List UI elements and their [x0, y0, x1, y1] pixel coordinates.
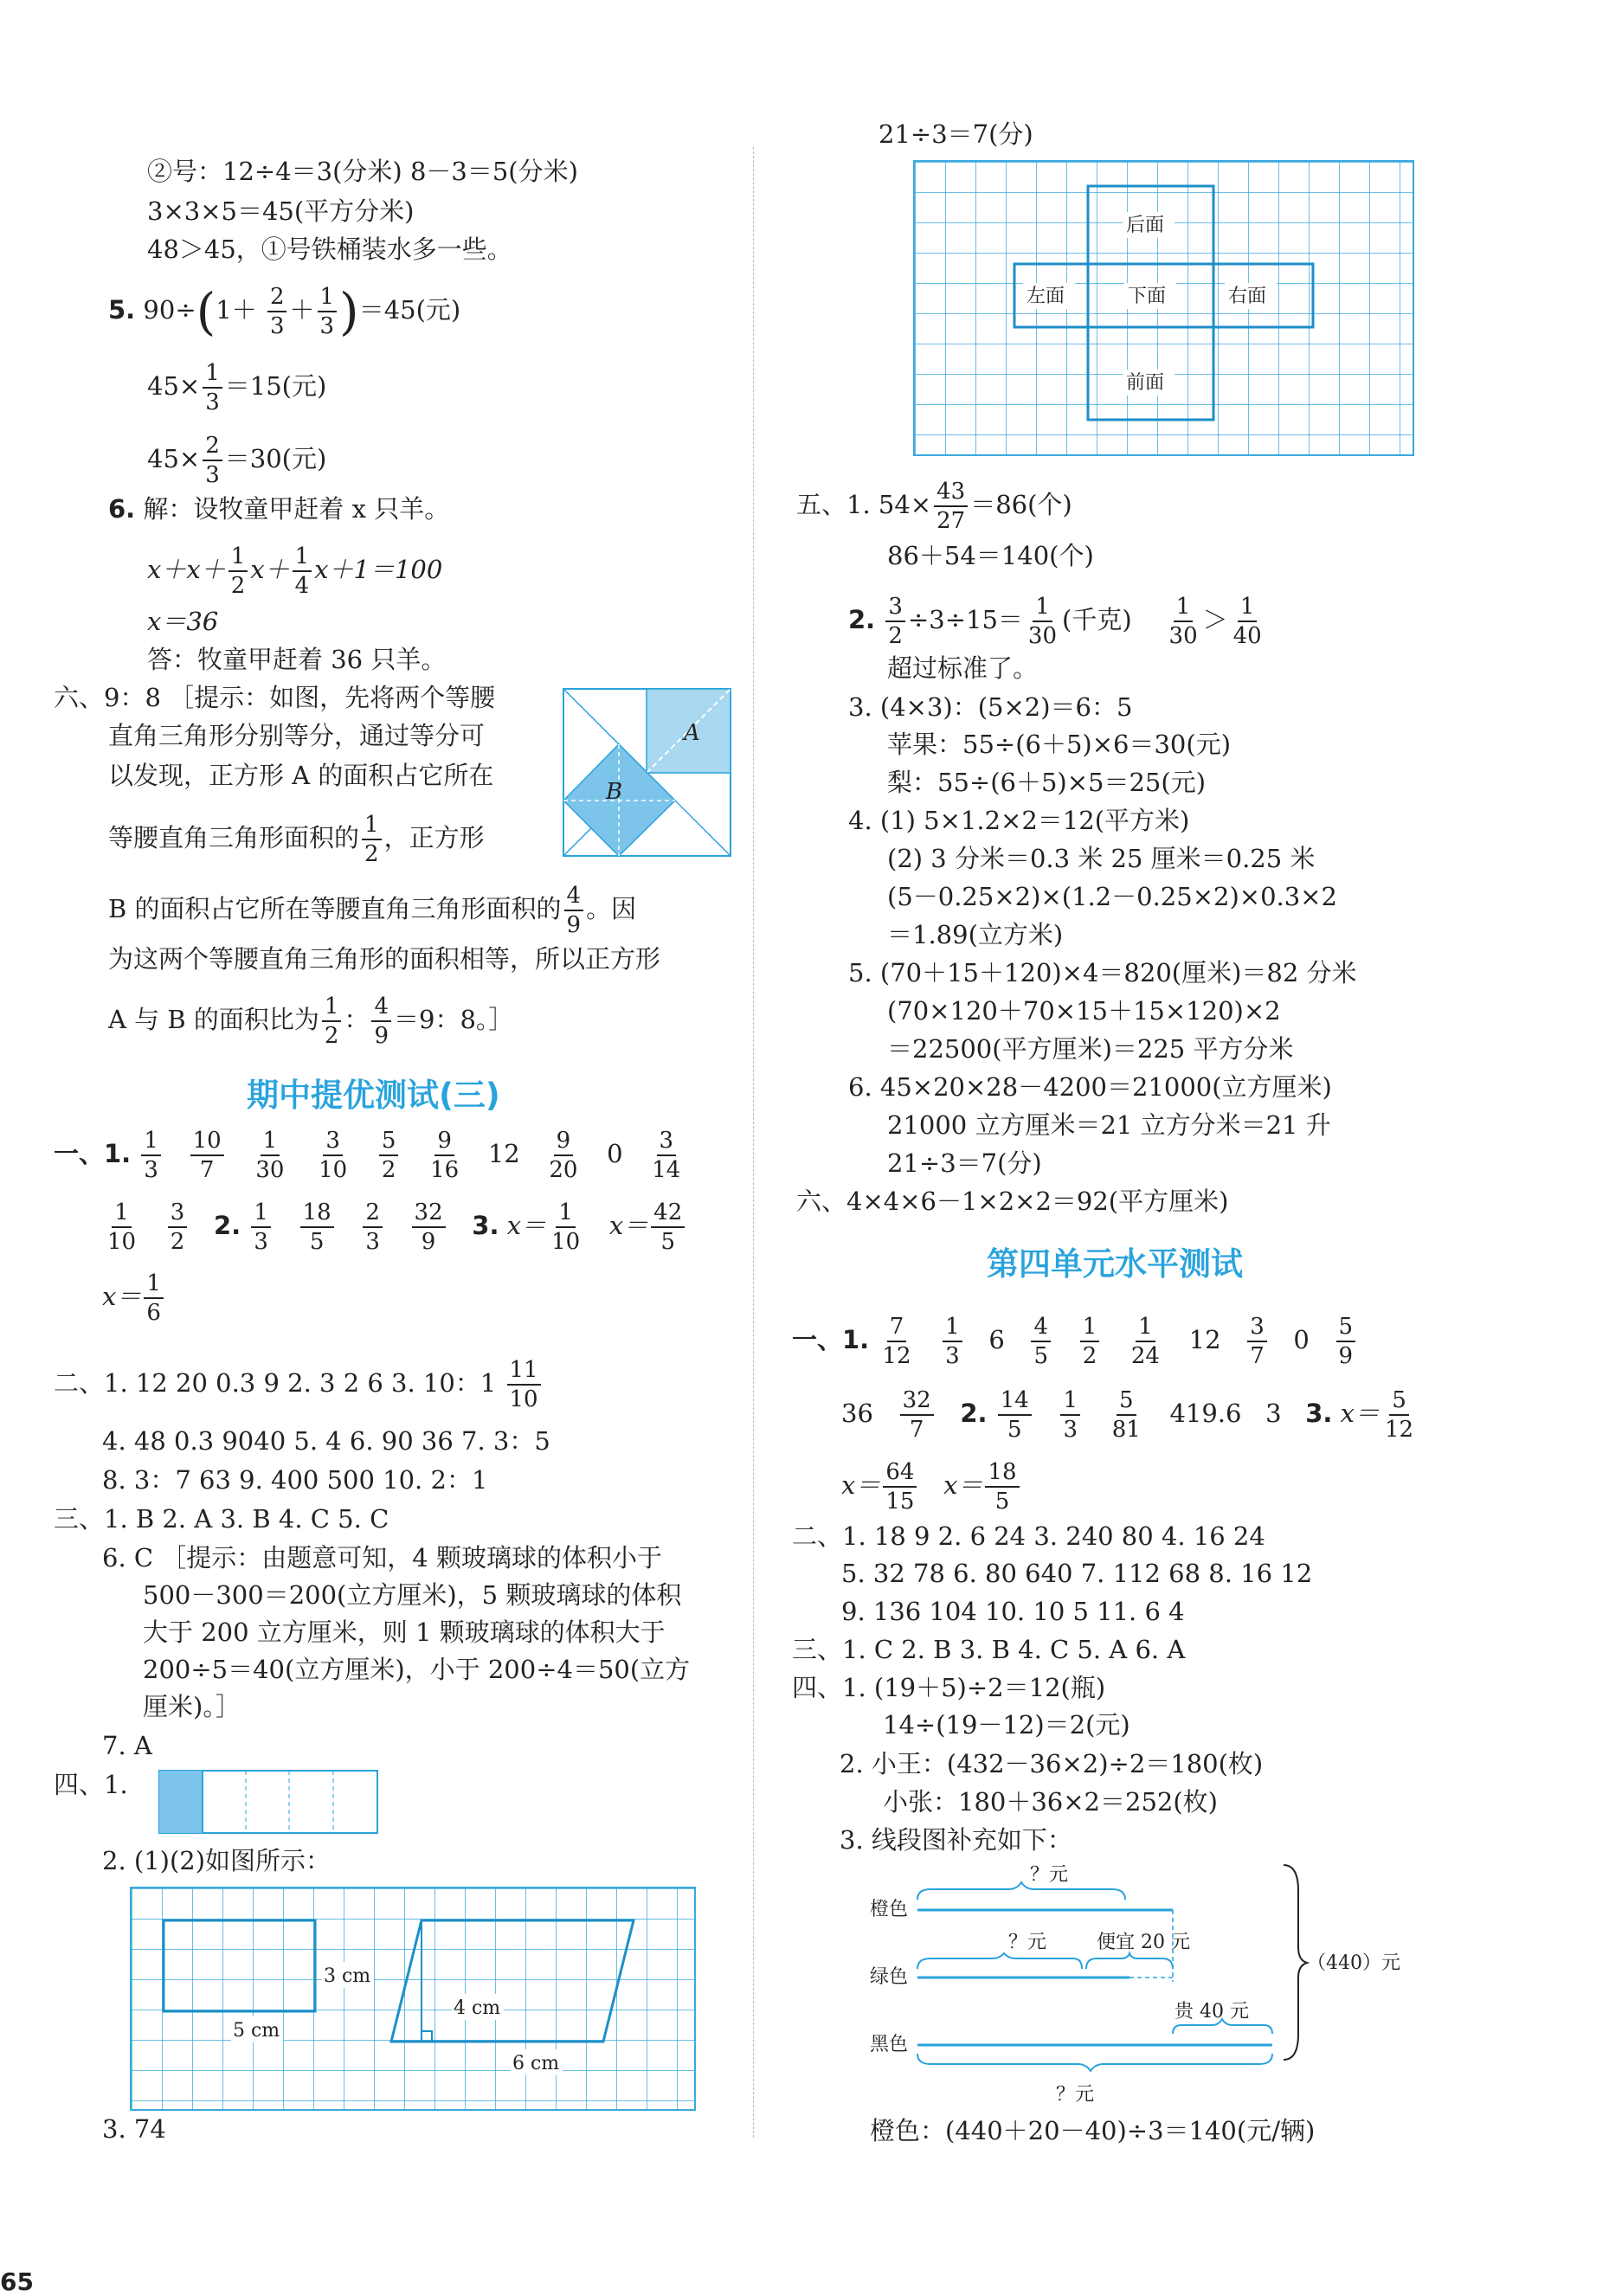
answer-row: 三、1. C 2. B 3. B 4. C 5. A 6. A: [792, 1635, 1186, 1664]
fraction: $\frac{1}{2}$: [362, 814, 382, 865]
fraction: $\frac{1}{3}$: [203, 362, 222, 414]
paren-close: ): [339, 282, 359, 341]
text-line: 六、4×4×6－1×2×2＝92(平方厘米): [796, 1187, 1229, 1216]
net-bottom: 下面: [1128, 286, 1167, 307]
seg-black: 黑色: [870, 2034, 909, 2055]
answer-row: 五、1. 54× $\frac{43}{27}$ ＝86(个): [796, 479, 1072, 534]
text-line: ②号：12÷4＝3(分米) 8－3＝5(分米): [147, 157, 578, 186]
text-line: 六、9：8 ［提示：如图，先将两个等腰: [54, 683, 496, 712]
grid-shapes: [132, 1888, 694, 2109]
text-line: 2. (1)(2)如图所示：: [102, 1846, 331, 1875]
q6-line: 6. 解：设牧童甲赶着 x 只羊。: [108, 494, 450, 524]
text-line: 6. C ［提示：由题意可知，4 颗玻璃球的体积小于: [102, 1543, 662, 1572]
text-line: 四、1.: [54, 1770, 128, 1799]
column-divider: [753, 147, 754, 2138]
fraction: $\frac{1}{3}$: [318, 286, 338, 338]
text-line: 3. 线段图补充如下：: [840, 1825, 1072, 1855]
text-line: 答：牧童甲赶着 36 只羊。: [147, 645, 447, 674]
label-a: A: [684, 720, 700, 746]
label-b: B: [606, 779, 623, 805]
fraction: $\frac{1}{2}$: [228, 545, 248, 597]
net-back: 后面: [1126, 215, 1165, 236]
paren-open: (: [196, 282, 216, 341]
text-line: B 的面积占它所在等腰直角三角形面积的 $\frac{4}{9}$ 。因: [108, 883, 637, 938]
text-line: 14÷(19－12)＝2(元): [883, 1710, 1130, 1740]
fraction: $\frac{2}{3}$: [267, 286, 287, 338]
seg-total: （440）元: [1307, 1952, 1400, 1974]
text-line: 超过标准了。: [887, 653, 1039, 683]
q5-line: 45× $\frac{2}{3}$ ＝30(元): [147, 433, 327, 488]
text-line: (70×120＋70×15＋15×120)×2: [887, 996, 1281, 1026]
page-number: 65: [0, 2267, 34, 2296]
label-6cm: 6 cm: [512, 2053, 560, 2074]
answer-row: $\frac{1}{10}$ $\frac{3}{2}$ 2. $\frac{1}{3}$ $\frac{18}{5}$ $\frac{2}{3}$ $\frac{32}{9}$ 3. x＝ $\frac{1}{10}$ x＝ $\frac{42}{5}$: [102, 1201, 687, 1253]
seg-q3: ？元: [1056, 2084, 1095, 2106]
seg-q2: ？元: [1008, 1932, 1047, 1953]
answer-row: x＝ $\frac{1}{6}$: [102, 1272, 166, 1324]
text: ＋: [289, 295, 315, 325]
text-line: 21÷3＝7(分): [879, 119, 1033, 149]
q5-line: [108, 282, 461, 341]
net-grid: [913, 160, 1414, 456]
q5-line: 45× $\frac{1}{3}$ ＝15(元): [147, 360, 327, 415]
text-line: 梨：55÷(6＋5)×5＝25(元): [887, 768, 1207, 797]
answer-row: 三、1. B 2. A 3. B 4. C 5. C: [54, 1504, 389, 1534]
text-line: 2. 小王：(432－36×2)÷2＝180(枚): [840, 1749, 1264, 1778]
text-line: 以发现，正方形 A 的面积占它所在: [108, 761, 494, 790]
text-line: (5－0.25×2)×(1.2－0.25×2)×0.3×2: [887, 882, 1337, 911]
answer-row: 一、1. $\frac{7}{12}$ $\frac{1}{3}$ 6 $\frac{4}{5}$ $\frac{1}{2}$ $\frac{1}{24}$ 12 $\frac{3}{7}$ 0 $\frac{5}{9}$: [792, 1315, 1358, 1367]
label-5cm: 5 cm: [233, 2020, 280, 2042]
text-line: 86＋54＝140(个): [887, 541, 1094, 570]
seg-q1: ？元: [1030, 1864, 1069, 1886]
section-title: 第四单元水平测试: [987, 1245, 1243, 1283]
text-line: x＝36: [147, 607, 219, 636]
q-number: 5.: [108, 295, 136, 325]
answer-row: 9. 136 104 10. 10 5 11. 6 4: [841, 1597, 1185, 1626]
q6-equation: x＋x＋ $\frac{1}{2}$ x＋ $\frac{1}{4}$ x＋1＝100: [147, 543, 443, 599]
seg-orange: 橙色: [870, 1899, 909, 1920]
answer-row: 一、1. $\frac{1}{3}$ $\frac{10}{7}$ $\frac{1}{30}$ $\frac{3}{10}$ $\frac{5}{2}$ $\frac{9}{16}$ 12 $\frac{9}{20}$ 0 $\frac{3}{14}$: [54, 1128, 681, 1183]
text-line: 5. (70＋15＋120)×4＝820(厘米)＝82 分米: [848, 958, 1357, 987]
answer-row: 4. 48 0.3 9040 5. 4 6. 90 36 7. 3：5: [102, 1426, 550, 1456]
label-4cm: 4 cm: [454, 1997, 501, 2019]
grid-figure: [130, 1887, 696, 2111]
answer-row: 二、1. 18 9 2. 6 24 3. 240 80 4. 16 24: [792, 1521, 1265, 1551]
text-line: 4. (1) 5×1.2×2＝12(平方米): [848, 806, 1190, 835]
net-right: 右面: [1228, 286, 1267, 307]
section-title: 期中提优测试(三): [247, 1077, 500, 1114]
text-line: 直角三角形分别等分，通过等分可: [108, 721, 486, 750]
text-line: 3×3×5＝45(平方分米): [147, 196, 415, 226]
text-line: 四、1. (19＋5)÷2＝12(瓶): [792, 1673, 1106, 1702]
strip-figure: [158, 1770, 379, 1836]
text-line: 21000 立方厘米＝21 立方分米＝21 升: [887, 1110, 1331, 1140]
text-line: 3. (4×3)：(5×2)＝6：5: [848, 692, 1133, 722]
net-shapes: [915, 162, 1413, 454]
text-line: 为这两个等腰直角三角形的面积相等，所以正方形: [108, 944, 661, 974]
text-line: 21÷3＝7(分): [887, 1148, 1042, 1178]
text-line: 3. 74: [102, 2114, 166, 2144]
text: 1＋: [216, 295, 257, 325]
net-left: 左面: [1027, 286, 1065, 307]
text-line: 48＞45，①号铁桶装水多一些。: [147, 235, 512, 264]
text-line: 厘米)。］: [143, 1692, 241, 1721]
text-line: (2) 3 分米＝0.3 米 25 厘米＝0.25 米: [887, 844, 1316, 873]
text-line: ＝1.89(立方米): [887, 920, 1064, 949]
seg-cheap: 便宜 20 元: [1097, 1932, 1190, 1953]
text-line: 小张：180＋36×2＝252(枚): [883, 1787, 1218, 1817]
answer-row: 8. 3：7 63 9. 400 500 10. 2：1: [102, 1465, 488, 1495]
label-3cm: 3 cm: [324, 1965, 371, 1987]
fraction: $\frac{2}{3}$: [203, 434, 222, 486]
seg-expensive: 贵 40 元: [1175, 2001, 1249, 2023]
text-line: ＝22500(平方厘米)＝225 平方分米: [887, 1034, 1294, 1064]
text-line: 橙色：(440＋20－40)÷3＝140(元/辆): [870, 2116, 1316, 2145]
fraction: $\frac{4}{9}$: [371, 995, 391, 1047]
net-front: 前面: [1126, 372, 1165, 394]
text-line: 500－300＝200(立方厘米)，5 颗玻璃球的体积: [143, 1580, 682, 1610]
answer-row: 5. 32 78 6. 80 640 7. 112 68 8. 16 12: [841, 1559, 1313, 1588]
seg-green: 绿色: [870, 1966, 909, 1988]
fraction: $\frac{1}{2}$: [322, 995, 342, 1047]
text-line: 7. A: [102, 1731, 152, 1760]
answer-row: 2. $\frac{3}{2}$ ÷3÷15＝ $\frac{1}{30}$ (千克) $\frac{1}{30}$ ＞ $\frac{1}{40}$: [848, 594, 1262, 649]
text-line: 6. 45×20×28－4200＝21000(立方厘米): [848, 1072, 1332, 1102]
fraction: $\frac{4}{9}$: [564, 884, 584, 936]
answer-row: 二、1. 12 20 0.3 9 2. 3 2 6 3. 10：1 $\frac{11}{10}$: [54, 1359, 544, 1411]
text-line: 大于 200 立方厘米，则 1 颗玻璃球的体积大于: [143, 1617, 666, 1647]
text-line: 200÷5＝40(立方厘米)，小于 200÷4＝50(立方: [143, 1655, 691, 1684]
text-line: A 与 B 的面积比为 $\frac{1}{2}$ ： $\frac{4}{9}$ ＝9：8。］: [108, 994, 514, 1049]
text: ＝45(元): [358, 295, 461, 325]
text-line: 苹果：55÷(6＋5)×6＝30(元): [887, 730, 1232, 759]
text-line: 等腰直角三角形面积的 $\frac{1}{2}$ ，正方形: [108, 812, 485, 867]
answer-row: x＝ $\frac{64}{15}$ x＝ $\frac{18}{5}$: [841, 1461, 1022, 1513]
fraction: $\frac{1}{4}$: [293, 545, 312, 597]
text: 90÷: [143, 295, 196, 325]
segment-diagram: [870, 1856, 1424, 2116]
answer-row: 36 $\frac{32}{7}$ 2. $\frac{14}{5}$ $\frac{1}{3}$ $\frac{5}{81}$ 419.6 3 3. x＝ $\frac{5}{12}$: [841, 1387, 1414, 1443]
square-figure: [563, 688, 731, 857]
